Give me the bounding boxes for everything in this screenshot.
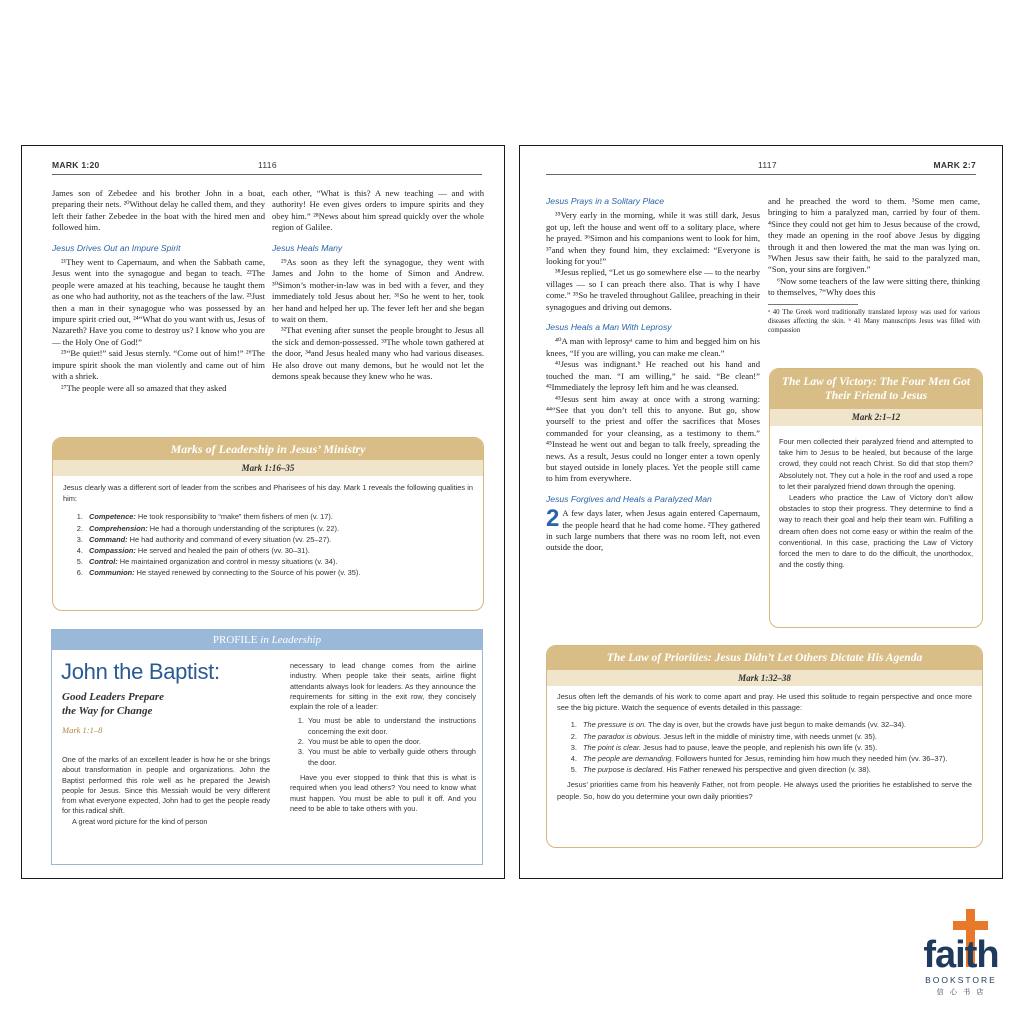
box-reference: Mark 1:32–38 (547, 670, 982, 686)
verse-text: James son of Zebedee and his brother John in a boat, preparing their nets. ²⁰Without delay he called them, and they left their father Zebedee in the boat with the hired men and followed him. (52, 188, 265, 233)
list-item: 1. You must be able to understand the instructions concerning the exit door. (306, 716, 476, 737)
list-item: 3. The point is clear. Jesus had to pause, leave the people, and replenish his own life (v. 35). (579, 742, 972, 753)
list-item: 1. The pressure is on. The day is over, but the crowds have just begun to make demands (vv. 32–34). (579, 719, 972, 730)
list-item: 1. Competence: He took responsibility to “make” them fishers of men (v. 17). (85, 511, 473, 522)
left-column-1 (52, 188, 265, 394)
profile-list (290, 716, 476, 767)
header-rule (546, 174, 976, 175)
box-title: Marks of Leadership in Jesus’ Ministry (53, 438, 483, 460)
profile-left-text: One of the marks of an excellent leader is how he or she brings about transformation in people and organizations. John the Baptist performed this role well as he prepared the Jewish people for Jesus. Since this Messiah would be very different from what everyone expected, John had to get the people ready for this radical shift. A great word picture for the kind of person (62, 755, 270, 826)
right-page (519, 145, 1003, 879)
box-title: The Law of Priorities: Jesus Didn’t Let Others Dictate His Agenda (547, 646, 982, 670)
section-heading: Jesus Prays in a Solitary Place (546, 196, 664, 206)
list-item: 2. Comprehension: He had a thorough understanding of the scriptures (v. 22). (85, 523, 473, 534)
verse-text: ⁶Now some teachers of the law were sitting there, thinking to themselves, ⁷“Why does this (768, 275, 980, 298)
profile-title: John the Baptist: (61, 659, 220, 684)
right-page-number: 1117 (758, 160, 777, 170)
list-item: 4. The people are demanding. Followers hunted for Jesus, reminding him how much they needed him (vv. 36–37). (579, 753, 972, 764)
list-item: 4. Compassion: He served and healed the pain of others (vv. 30–31). (85, 545, 473, 556)
law-of-priorities-box (546, 645, 983, 848)
section-heading: Jesus Heals Many (272, 242, 343, 253)
list-item: 6. Communion: He stayed renewed by connecting to the Source of his power (v. 35). (85, 567, 473, 578)
verse-text: ³⁵Very early in the morning, while it was still dark, Jesus got up, left the house and went off to a solitary place, where he prayed. ³⁶Simon and his companions went to look for him, ³⁷and when they found him, they exclaimed: “Everyone is looking for you!” (546, 210, 760, 267)
verse-text: ⁴¹Jesus was indignant.ᵇ He reached out his hand and touched the man. “I am willing,” he said. “Be clean!” ⁴²Immediately the leprosy left him and he was cleansed. (546, 359, 760, 393)
left-column-2 (272, 188, 484, 383)
list-item: 5. The purpose is declared. His Father renewed his perspective and given direction (v. 38). (579, 764, 972, 775)
list-item: 2. You must be able to open the door. (306, 737, 476, 747)
verse-text: ³²That evening after sunset the people brought to Jesus all the sick and demon-possessed. ³³The whole town gathered at the door, ³⁴and Jesus healed many who had various diseases. He also drove out many demons, but he would not let the demons speak because they knew who he was. (272, 325, 484, 382)
box-reference: Mark 2:1–12 (770, 409, 982, 426)
right-column-2 (768, 196, 980, 335)
box-intro: Jesus clearly was a different sort of leader from the scribes and Pharisees of his day. Mark 1 reveals the following qualities in him: (63, 483, 473, 504)
box-body: Jesus often left the demands of his work to come apart and pray. He used this solitude to regain perspective and once more see the big picture. Watch the sequence of events detailed in this passage: 1. The pressure is on. The day is over, but the crowds have just begun to make demands (vv. 32–34). 2. The paradox is obvious. Jesus left in the middle of ministry time, with needs unmet (v. 35). 3. The point is clear. Jesus had to pause, leave the people, and replenish his own life (v. 35). 4. The people are demanding. Followers hunted for Jesus, reminding him how much they needed him (vv. 36–37). 5. The purpose is declared. His Father renewed his perspective and given direction (v. 38). Jesus’ priorities came from his heavenly Father, not from people. He always used the priorities he established to serve the people. So, how do you determine your own daily priorities? (547, 686, 982, 802)
left-page (21, 145, 505, 879)
section-heading: Jesus Forgives and Heals a Paralyzed Man (546, 493, 712, 504)
verse-text: ²⁹As soon as they left the synagogue, they went with James and John to the home of Simon and Andrew. ³⁰Simon’s mother-in-law was in bed with a fever, and they immediately told Jesus about her. ³¹So he went to her, took her hand and helped her up. The fever left her and she began to wait on them. (272, 257, 484, 325)
chapter-number: 2 (546, 505, 560, 533)
right-header-reference: MARK 2:7 (933, 160, 976, 170)
verse-text: 2 A few days later, when Jesus again entered Capernaum, the people heard that he had come home. ²They gathered in such large numbers that there was no room left, not even outside the door, (546, 505, 760, 553)
box-title: The Law of Victory: The Four Men Got Their Friend to Jesus (770, 369, 982, 409)
box-reference: Mark 1:16–35 (53, 460, 483, 476)
profile-banner: PROFILE in Leadership (52, 630, 482, 650)
list-item: 3. Command: He had authority and command of every situation (vv. 25–27). (85, 534, 473, 545)
box-list (63, 511, 473, 578)
verse-text: ³⁸Jesus replied, “Let us go somewhere else — to the nearby villages — so I can preach there also. That is why I have come.” ³⁹So he traveled throughout Galilee, preaching in their synagogues and driving out demons. (546, 267, 760, 312)
left-page-number: 1116 (258, 160, 277, 170)
verse-text: ²⁵“Be quiet!” said Jesus sternly. “Come out of him!” ²⁶The impure spirit shook the man violently and came out of him with a shriek. (52, 348, 265, 382)
logo-word: faith (923, 934, 999, 976)
box-body (53, 476, 483, 579)
section-heading: Jesus Drives Out an Impure Spirit (52, 242, 181, 253)
list-item: 5. Control: He maintained organization and control in messy situations (v. 34). (85, 556, 473, 567)
verse-text: and he preached the word to them. ³Some men came, bringing to him a paralyzed man, carried by four of them. ⁴Since they could not get him to Jesus because of the crowd, they made an opening in the roof above Jesus by digging through it and then lowered the mat the man was lying on. ⁵When Jesus saw their faith, he said to the paralyzed man, “Son, your sins are forgiven.” (768, 196, 980, 275)
verse-text: ²¹They went to Capernaum, and when the Sabbath came, Jesus went into the synagogue and began to teach. ²²The people were amazed at his teaching, because he taught them as one who had authority, not as the teachers of the law. ²³Just then a man in their synagogue who was possessed by an impure spirit cried out, ²⁴“What do you want with us, Jesus of Nazareth? Have you come to destroy us? I know who you are — the Holy One of God!” (52, 257, 265, 347)
logo-chinese: 信 心 书 店 (936, 988, 986, 996)
verse-text: ⁴⁰A man with leprosyᵃ came to him and begged him on his knees, “If you are willing, you can make me clean.” (546, 336, 760, 358)
verse-text: each other, “What is this? A new teaching — and with authority! He even gives orders to impure spirits and they obey him.” ²⁸News about him spread quickly over the whole region of Galilee. (272, 188, 484, 233)
profile-subtitle: Good Leaders Prepare the Way for Change (62, 691, 165, 717)
list-item: 3. You must be able to verbally guide others through the door. (306, 747, 476, 768)
footnote-rule (768, 304, 858, 305)
left-header-reference: MARK 1:20 (52, 160, 100, 170)
profile-right-text: necessary to lead change comes from the airline industry. When people take their seats, airline flight attendants always look for leaders. As they announce the requirements for sitting in the exit row, they concisely explain the role of a leader: 1. You must be able to understand the instructions concerning the exit door. 2. You must be able to open the door. 3. You must be able to verbally guide others through the door. Have you ever stopped to think that this is what is required when you lead others? You need to know what must happen. You must be able to pull it off. And you need to be able to take others with you. (290, 661, 476, 814)
verse-text: ²⁷The people were all so amazed that they asked (61, 382, 227, 393)
box-list (557, 719, 972, 775)
right-column-1 (546, 196, 760, 554)
leadership-marks-box (52, 437, 484, 611)
verse-text: ⁴³Jesus sent him away at once with a strong warning: ⁴⁴“See that you don’t tell this to anyone. But go, show yourself to the priest and offer the sacrifices that Moses commanded for your cleansing, as a testimony to them.” ⁴⁵Instead he went out and began to talk freely, spreading the news. As a result, Jesus could no longer enter a town openly but stayed outside in lonely places. Yet the people still came to him from everywhere. (546, 393, 760, 484)
box-body: Four men collected their paralyzed friend and attempted to take him to Jesus to be healed, but because of the large crowd, they could not reach Christ. So did that stop them? Absolutely not. They cut a hole in the roof and used a rope to let their paralyzed friend down through the opening. Leaders who practice the Law of Victory don’t allow obstacles to stop their progress. They determine to find a way to reach their goal and help their team win. Fulfilling a dream often does not come easy or within the realm of the conventional. In this case, practicing the Law of Victory forced the men to dare to do the difficult, the unorthodox, and the costly thing. (779, 437, 973, 570)
faith-bookstore-logo (913, 909, 1009, 1009)
profile-box (51, 629, 483, 865)
list-item: 2. The paradox is obvious. Jesus left in the middle of ministry time, with needs unmet (v. 35). (579, 731, 972, 742)
profile-reference: Mark 1:1–8 (62, 725, 103, 735)
footnote: ᵃ 40 The Greek word traditionally translated leprosy was used for various diseases affecting the skin. ᵇ 41 Many manuscripts Jesus was filled with compassion (768, 308, 980, 334)
logo-subtitle: BOOKSTORE (925, 975, 997, 985)
header-rule (52, 174, 482, 175)
law-of-victory-box (769, 368, 983, 628)
section-heading: Jesus Heals a Man With Leprosy (546, 322, 672, 333)
